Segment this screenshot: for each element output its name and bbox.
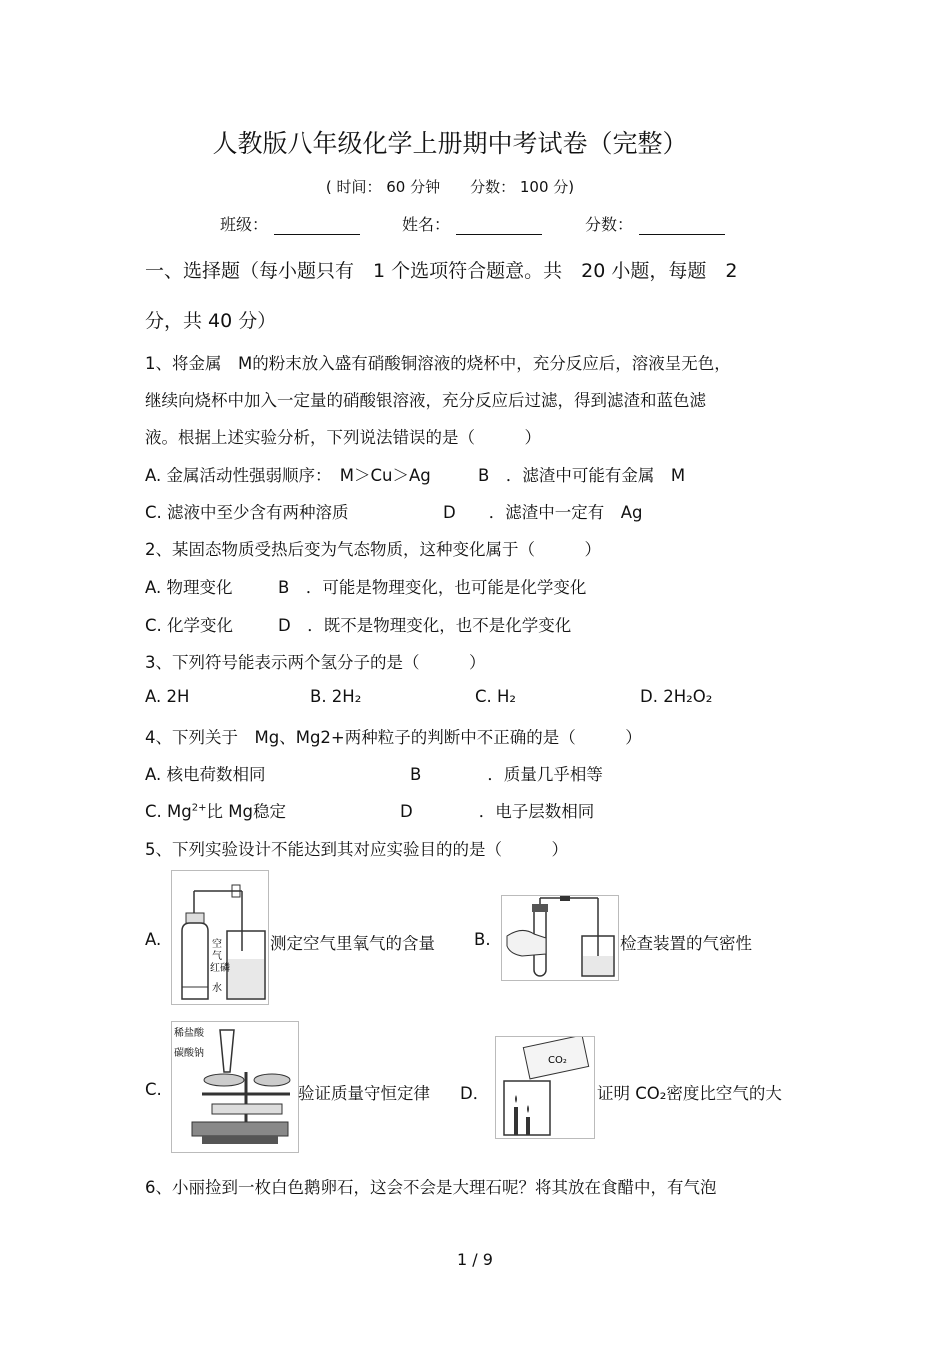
section-heading-line2: 分，共 40 分）: [145, 310, 277, 332]
q1-option-c: C. 滤液中至少含有两种溶质: [145, 503, 349, 522]
fig-c-label-1: 稀盐酸: [174, 1028, 204, 1039]
q5-d-text: 证明 CO₂密度比空气的大: [597, 1084, 782, 1103]
name-field: [402, 212, 542, 235]
q5-d-letter: D．: [460, 1084, 490, 1103]
q5-a-text: 测定空气里氧气的含量: [270, 934, 435, 953]
q5-c-letter: C.: [145, 1080, 162, 1099]
fig-d-label: CO₂: [548, 1055, 567, 1066]
fig-a-label-3: 红磷: [210, 963, 230, 974]
q5-a-letter: A.: [145, 930, 162, 949]
fig-a-label-1: 空: [212, 939, 222, 950]
fig-a-label-2: 气: [212, 951, 222, 962]
class-label: 班级：: [220, 215, 269, 234]
section-heading-line1: 一、选择题（每小题只有 1 个选项符合题意。共 20 小题，每题 2: [145, 260, 738, 282]
q2-option-a: A. 物理变化: [145, 578, 233, 597]
q4-option-b: B ．质量几乎相等: [410, 765, 603, 784]
q5-b-text: 检查装置的气密性: [620, 934, 752, 953]
score-label: 分数：: [585, 215, 634, 234]
q4-option-d: D ．电子层数相同: [400, 802, 595, 821]
class-blank: [274, 218, 360, 235]
q4-c-pre: C. Mg: [145, 802, 192, 821]
q3-option-b: B. 2H₂: [310, 687, 362, 706]
class-field: [220, 212, 360, 235]
q4-stem: 4、下列关于 Mg、Mg2+两种粒子的判断中不正确的是（ ）: [145, 728, 642, 747]
q5-figure-d-co2-candles: [495, 1036, 595, 1139]
page-number: 1 / 9: [457, 1250, 493, 1269]
name-blank: [456, 218, 542, 235]
q1-option-a: A. 金属活动性强弱顺序： M＞Cu＞Ag: [145, 466, 431, 485]
page-title: 人教版八年级化学上册期中考试卷（完整）: [212, 129, 688, 158]
q1-line1: 1、将金属 M的粉末放入盛有硝酸铜溶液的烧杯中，充分反应后，溶液呈无色，: [145, 354, 731, 373]
hand-test-tube-icon: [502, 896, 618, 980]
q2-option-c: C. 化学变化: [145, 616, 234, 635]
score-field: [585, 212, 725, 235]
q1-option-d: D ．滤渣中一定有 Ag: [443, 503, 643, 522]
q5-figure-c-balance: [171, 1021, 299, 1153]
q1-line3: 液。根据上述实验分析，下列说法错误的是（ ）: [145, 428, 541, 447]
name-label: 姓名：: [402, 215, 451, 234]
q4-c-sup: 2+: [191, 802, 207, 814]
q6-stem: 6、小丽捡到一枚白色鹅卵石，这会不会是大理石呢？将其放在食醋中，有气泡: [145, 1178, 717, 1197]
q2-option-d: D ．既不是物理变化，也不是化学变化: [278, 616, 572, 635]
q5-figure-b-airtightness: [501, 895, 619, 981]
q1-option-b: B ．滤渣中可能有金属 M: [478, 466, 686, 485]
co2-beaker-icon: [496, 1037, 594, 1138]
q3-stem: 3、下列符号能表示两个氢分子的是（ ）: [145, 653, 486, 672]
bottle-beaker-icon: [172, 871, 268, 1004]
q4-option-a: A. 核电荷数相同: [145, 765, 266, 784]
fig-c-label-2: 碳酸钠: [174, 1048, 204, 1059]
q2-option-b: B ．可能是物理变化，也可能是化学变化: [278, 578, 587, 597]
q1-line2: 继续向烧杯中加入一定量的硝酸银溶液，充分反应后过滤，得到滤渣和蓝色滤: [145, 391, 706, 410]
q5-b-letter: B.: [474, 930, 491, 949]
score-blank: [639, 218, 725, 235]
q5-c-text: 验证质量守恒定律: [298, 1084, 430, 1103]
q4-option-c: [145, 798, 286, 822]
exam-time-score: ( 时间： 60 分钟 分数： 100 分): [325, 178, 575, 196]
q4-c-post: 比 Mg稳定: [206, 802, 286, 821]
q3-option-a: A. 2H: [145, 687, 190, 706]
q3-option-c: C. H₂: [475, 687, 517, 706]
q3-option-d: D. 2H₂O₂: [640, 687, 713, 706]
fig-a-label-4: 水: [212, 983, 222, 994]
q5-stem: 5、下列实验设计不能达到其对应实验目的的是（ ）: [145, 840, 568, 859]
q5-figure-a-oxygen-apparatus: [171, 870, 269, 1005]
balance-icon: [172, 1022, 298, 1152]
q2-stem: 2、某固态物质受热后变为气态物质，这种变化属于（ ）: [145, 540, 601, 559]
